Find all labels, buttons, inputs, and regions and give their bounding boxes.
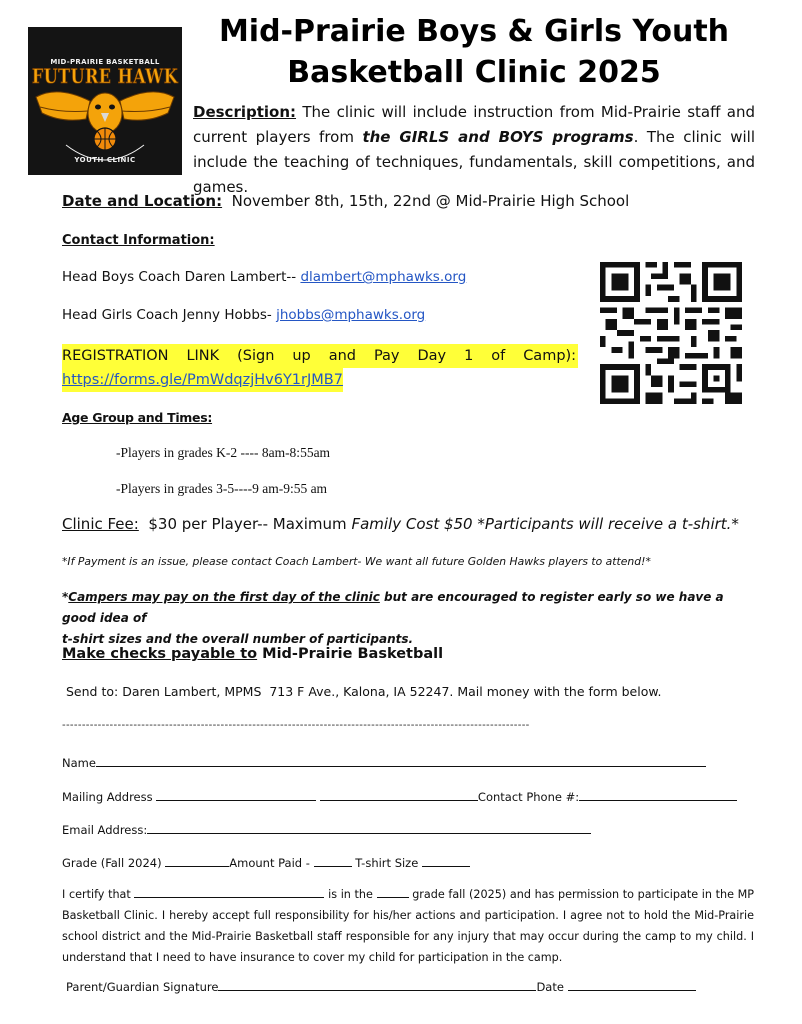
hawk-emblem-icon [28,27,182,175]
reg-word: and [328,348,356,364]
form-row-grade [62,855,470,870]
campers-note [62,587,754,650]
signature-field[interactable] [218,979,536,991]
date-location-line [62,192,629,210]
reg-word: up [292,348,311,364]
amount-paid-label: Amount Paid - [229,856,310,870]
grade-field[interactable] [165,855,229,867]
checks-payable-line [62,646,443,662]
boys-coach-email-link[interactable]: dlambert@mphawks.org [300,269,467,285]
campers-rest2: t-shirt sizes and the overall number of participants. [62,632,414,646]
reg-word: (Sign [237,348,275,364]
certify-text-3: grade fall (2025) and has permission to participate in the MP Basketball Clinic. I hereby accept full responsibility for his/her actions and participation. I agree not to hold the Mid-Prairie school district and the Mid-Prairie Basketball staff responsible for any injury that may occur during the camp to my child. I understand that I need to have insurance to cover my child for participation in the camp. [62,888,755,964]
page-title-line1: Mid-Prairie Boys & Girls Youth [218,14,730,49]
girls-coach-label: Head Girls Coach Jenny Hobbs- [62,307,277,323]
mailing-address-field-1[interactable] [156,789,316,801]
registration-url-link[interactable]: https://forms.gle/PmWdqzjHv6Y1rJMB7 [62,368,343,392]
clinic-fee-line [62,515,739,533]
reg-word: Pay [373,348,400,364]
certify-text-1: I certify that [62,888,131,901]
mailing-address-field-2[interactable] [320,789,478,801]
certify-text-2: is in the [328,888,373,901]
contact-phone-field[interactable] [579,789,737,801]
form-row-name [62,755,706,770]
qr-code-icon[interactable] [600,262,742,404]
form-row-mailing [62,789,737,804]
clinic-fee-text: $30 per Player-- Maximum [138,515,352,533]
page-title-line2: Basketball Clinic 2025 [287,55,661,90]
campers-underlined: Campers may pay on the first day of the clinic [68,590,380,604]
description-text1: The clinic will include instruction from Mid-Prairie staff and current players from [193,103,755,146]
date-label: Date [536,980,564,994]
clinic-fee-italic: Family Cost $50 *Participants will receive a t-shirt.* [351,515,739,533]
girls-coach-line [62,307,425,323]
logo-top-text: MID-PRAIRIE BASKETBALL [50,58,160,66]
boys-coach-line [62,269,466,285]
form-row-signature [66,979,696,994]
name-field[interactable] [96,755,706,767]
future-hawk-logo [28,27,182,175]
age-group-k2: -Players in grades K-2 ---- 8am-8:55am [116,445,331,460]
tshirt-label: T-shirt Size [355,856,419,870]
tshirt-size-field[interactable] [422,855,470,867]
description-paragraph [193,100,755,200]
grade-label: Grade (Fall 2024) [62,856,162,870]
logo-bottom-text: YOUTH CLINIC [74,156,136,164]
reg-word: REGISTRATION [62,348,169,364]
reg-word: Camp): [523,348,577,364]
reg-word: 1 [464,348,474,364]
send-to-line: Send to: Daren Lambert, MPMS 713 F Ave., Kalona, IA 52247. Mail money with the form below. [66,684,662,699]
signature-label: Parent/Guardian Signature [66,980,219,994]
age-group-heading: Age Group and Times: [62,410,213,425]
child-name-field[interactable] [134,886,324,898]
age-group-3-5: -Players in grades 3-5----9 am-9:55 am [116,481,328,496]
reg-word: Day [417,348,447,364]
child-grade-field[interactable] [377,886,409,898]
contact-heading: Contact Information: [62,233,215,248]
name-label: Name [62,756,96,770]
certification-paragraph [62,884,754,968]
description-label: Description: [193,103,297,121]
boys-coach-label: Head Boys Coach Daren Lambert-- [62,269,301,285]
registration-block [62,344,578,392]
payment-issue-note: *If Payment is an issue, please contact Coach Lambert- We want all future Golden Hawks players to attend!* [62,555,651,568]
description-programs: the GIRLS and BOYS programs [362,128,634,146]
cut-line-divider: ---------------------------------------------------------------------------------------------------------------------- [62,719,530,731]
logo-name-text: FUTURE HAWK [31,65,179,88]
checks-payable-label: Make checks payable to [62,646,258,662]
date-location-label: Date and Location: [62,192,223,210]
date-field[interactable] [568,979,696,991]
contact-phone-label: Contact Phone #: [477,790,580,804]
description-text2: . The clinic will include the teaching of techniques, fundamentals, skill competitions, and games. [193,128,755,196]
checks-payable-value: Mid-Prairie Basketball [257,646,444,662]
girls-coach-email-link[interactable]: jhobbs@mphawks.org [276,307,426,323]
mailing-label: Mailing Address [62,790,153,804]
reg-word: of [491,348,506,364]
date-location-value: November 8th, 15th, 22nd @ Mid-Prairie High School [222,192,630,210]
form-row-email [62,822,591,837]
email-label: Email Address: [62,823,148,837]
campers-star: * [62,590,69,604]
registration-label [62,344,578,368]
email-field[interactable] [147,822,591,834]
clinic-fee-label: Clinic Fee: [62,515,139,533]
amount-paid-field[interactable] [314,855,352,867]
campers-rest1: but are encouraged to register early so we have a good idea of [62,590,724,625]
reg-word: LINK [186,348,220,364]
